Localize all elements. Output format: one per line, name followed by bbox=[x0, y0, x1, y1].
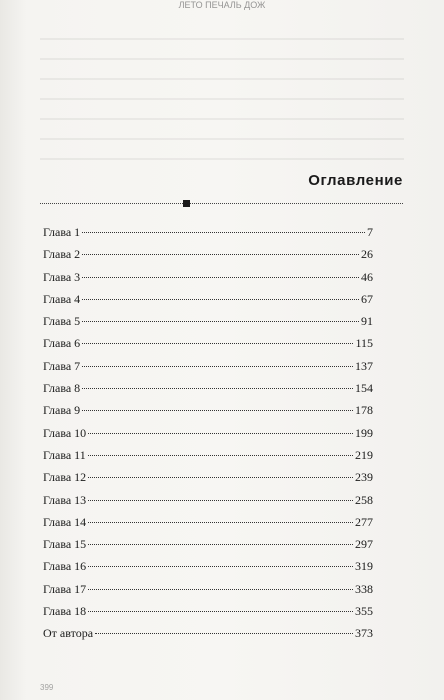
toc-entry-label: Глава 2 bbox=[43, 247, 81, 262]
title-rule bbox=[40, 203, 403, 204]
dot-leader bbox=[88, 477, 353, 478]
bleed-through-line bbox=[40, 58, 404, 60]
toc-entry-label: Глава 14 bbox=[43, 514, 87, 529]
toc-entry[interactable] bbox=[43, 403, 373, 425]
toc-entry-label: Глава 10 bbox=[43, 425, 87, 440]
dot-leader bbox=[88, 589, 353, 590]
running-header: ЛЕТО ПЕЧАЛЬ ДОЖ bbox=[178, 0, 266, 10]
toc-entry-page-number: 137 bbox=[355, 358, 373, 373]
dot-leader bbox=[82, 277, 359, 278]
toc-entry-page-number: 67 bbox=[361, 291, 373, 306]
dot-leader bbox=[82, 299, 359, 300]
toc-entry-page-number: 258 bbox=[355, 492, 373, 507]
toc-entry-page-number: 154 bbox=[355, 381, 373, 396]
dot-leader bbox=[82, 388, 353, 389]
toc-entry-page-number: 355 bbox=[355, 604, 373, 619]
bleed-through-line bbox=[40, 158, 404, 160]
toc-entry[interactable] bbox=[43, 493, 373, 515]
dot-leader bbox=[88, 522, 353, 523]
toc-entry-label: От автора bbox=[43, 626, 94, 641]
toc-entry[interactable] bbox=[43, 559, 373, 581]
toc-entry[interactable] bbox=[43, 381, 373, 403]
dot-leader bbox=[88, 611, 353, 612]
dot-leader bbox=[82, 343, 353, 344]
toc-entry-page-number: 277 bbox=[355, 514, 373, 529]
toc-list bbox=[43, 225, 373, 649]
dot-leader bbox=[88, 500, 353, 501]
toc-entry[interactable] bbox=[43, 537, 373, 559]
toc-entry-page-number: 199 bbox=[355, 425, 373, 440]
bleed-through-line bbox=[40, 38, 404, 40]
dot-leader bbox=[88, 455, 353, 456]
toc-entry-label: Глава 6 bbox=[43, 336, 81, 351]
toc-entry[interactable] bbox=[43, 336, 373, 358]
toc-entry[interactable] bbox=[43, 247, 373, 269]
toc-entry-label: Глава 4 bbox=[43, 291, 81, 306]
toc-entry[interactable] bbox=[43, 359, 373, 381]
toc-entry[interactable] bbox=[43, 314, 373, 336]
bleed-through-line bbox=[40, 78, 404, 80]
toc-title: Оглавление bbox=[308, 172, 403, 189]
toc-entry-page-number: 178 bbox=[355, 403, 373, 418]
dot-leader bbox=[88, 544, 353, 545]
toc-entry[interactable] bbox=[43, 470, 373, 492]
dot-leader bbox=[82, 321, 359, 322]
toc-entry-label: Глава 17 bbox=[43, 581, 87, 596]
toc-entry-label: Глава 18 bbox=[43, 604, 87, 619]
bleed-through-line bbox=[40, 98, 404, 100]
toc-entry-page-number: 7 bbox=[367, 225, 373, 239]
dot-leader bbox=[88, 566, 353, 567]
toc-entry-page-number: 46 bbox=[361, 269, 373, 284]
toc-entry-page-number: 219 bbox=[355, 447, 373, 462]
toc-entry[interactable] bbox=[43, 292, 373, 314]
toc-entry-label: Глава 1 bbox=[43, 225, 81, 239]
toc-entry-label: Глава 15 bbox=[43, 537, 87, 552]
toc-entry-page-number: 373 bbox=[355, 626, 373, 641]
toc-entry[interactable] bbox=[43, 426, 373, 448]
rule-square-marker bbox=[183, 200, 190, 207]
toc-entry-label: Глава 12 bbox=[43, 470, 87, 485]
toc-entry-page-number: 115 bbox=[355, 336, 373, 351]
bleed-through-line bbox=[40, 138, 404, 140]
toc-entry[interactable] bbox=[43, 225, 373, 247]
toc-entry[interactable] bbox=[43, 515, 373, 537]
page-number: 399 bbox=[40, 683, 54, 692]
toc-entry[interactable] bbox=[43, 626, 373, 648]
dot-leader bbox=[82, 410, 353, 411]
bleed-through-line bbox=[40, 118, 404, 120]
toc-entry-label: Глава 8 bbox=[43, 381, 81, 396]
toc-entry-page-number: 338 bbox=[355, 581, 373, 596]
toc-entry-label: Глава 9 bbox=[43, 403, 81, 418]
toc-entry[interactable] bbox=[43, 270, 373, 292]
toc-entry-label: Глава 13 bbox=[43, 492, 87, 507]
toc-entry-label: Глава 7 bbox=[43, 358, 81, 373]
dot-leader bbox=[82, 232, 365, 233]
toc-entry-page-number: 297 bbox=[355, 537, 373, 552]
toc-entry-label: Глава 11 bbox=[43, 447, 86, 462]
toc-entry[interactable] bbox=[43, 604, 373, 626]
toc-entry[interactable] bbox=[43, 582, 373, 604]
toc-entry-page-number: 26 bbox=[361, 247, 373, 262]
toc-entry-page-number: 319 bbox=[355, 559, 373, 574]
toc-entry-page-number: 239 bbox=[355, 470, 373, 485]
toc-entry-label: Глава 5 bbox=[43, 314, 81, 329]
toc-entry-label: Глава 16 bbox=[43, 559, 87, 574]
toc-entry-page-number: 91 bbox=[361, 314, 373, 329]
toc-entry[interactable] bbox=[43, 448, 373, 470]
toc-entry-label: Глава 3 bbox=[43, 269, 81, 284]
dot-leader bbox=[82, 366, 353, 367]
dot-leader bbox=[88, 433, 353, 434]
dot-leader bbox=[82, 254, 359, 255]
dot-leader bbox=[95, 633, 353, 634]
